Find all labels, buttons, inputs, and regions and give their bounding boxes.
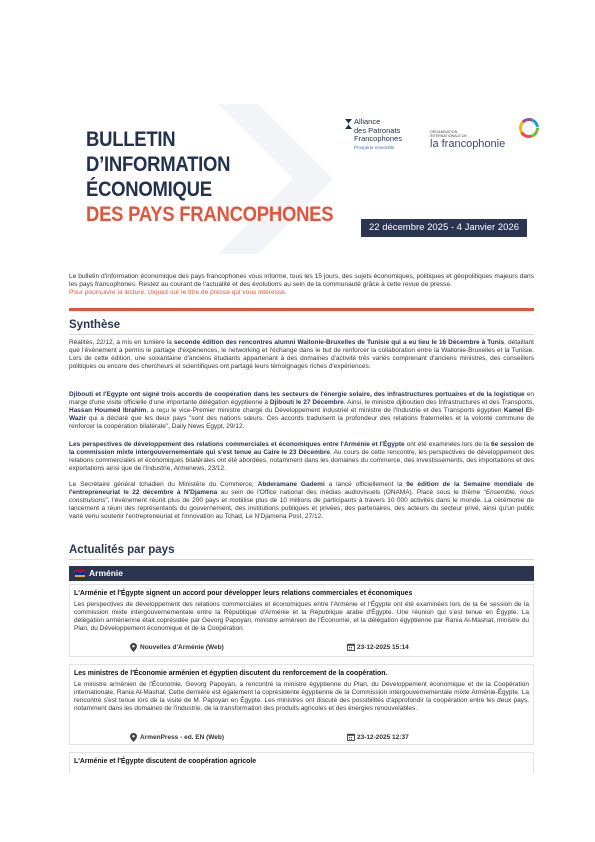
actualites-divider	[69, 559, 534, 560]
francophonie-ring-icon	[518, 117, 540, 139]
p1-bold-b: seconde édition des rencontres alumni Wallonie-Bruxelles de Tunisie qui a eu lieu le 16 Décembre à Tunis	[173, 339, 505, 346]
synthese-divider	[69, 334, 534, 335]
article-card	[69, 752, 534, 774]
country-label: Arménie	[89, 568, 124, 578]
article-date-text: 23-12-2025 15:14	[357, 644, 409, 651]
synthese-paragraph-2	[69, 391, 534, 431]
p2-text-h: qui a déclaré que les deux pays "sont des nations sœurs. Ces accords traduisent la profondeur des relations fraternelles et la volonté commune de renforcer la coopération bilatérale", Daily News Egypt, 29/12.	[69, 415, 534, 431]
location-pin-icon	[130, 643, 137, 652]
header-banner	[68, 108, 528, 248]
synthese-paragraph-1	[69, 339, 534, 371]
calendar-icon	[347, 733, 355, 741]
location-pin-icon	[130, 733, 137, 742]
apf-logo-tagline: Prospérer ensemble	[354, 144, 395, 150]
article-meta	[74, 733, 529, 743]
armenia-flag-icon	[75, 570, 85, 577]
synthese-paragraph-3	[69, 441, 534, 473]
p2-bold-e: Hassan Houmed Ibrahim	[69, 407, 147, 415]
bulletin-title-line-4: DES PAYS FRANCOPHONES	[86, 202, 334, 226]
oif-name: la francophonie	[430, 138, 506, 150]
apf-logo-line-3: Francophones	[354, 134, 402, 143]
article-card	[69, 584, 534, 657]
p4-bold-b: Abderamane Gademi	[257, 481, 325, 488]
bulletin-title-line-3: ÉCONOMIQUE	[86, 177, 212, 201]
p4-text-g: ", l'événement réunit plus de 200 pays et mobilise plus de 10 millions de participants à travers 10 000 activités dans le monde. La cérémonie de lancement a réuni des représentants du gouvernement, des institutions publiques et privées, des partenaires, des acteurs du secteur privé, ainsi qu'un public varié venu soutenir l'entrepreneuriat et l'innovation au Tchad, Le N'Djamena Post, 27/12.	[69, 497, 534, 521]
article-source-text: Nouvelles d'Arménie (Web)	[140, 644, 224, 651]
p2-bold-a: Djibouti et l'Egypte ont signé trois accords de coopération dans les secteurs de l'énergie solaire, des infrastructures portuaires et de la logistique	[69, 391, 525, 398]
p2-text-f: , a reçu le vice-Premier ministre chargé du Développement industriel et ministre de l'Industrie et des Transports égyptien	[146, 407, 504, 415]
p4-text-e: au sein de l'Office national des médias audiovisuels (ONAMA). Placé sous le thème "	[217, 489, 486, 497]
p4-bold-d: 9e édition de la Semaine mondiale de l'entrepreneuriat le 22 décembre à N'Djamena	[69, 481, 534, 497]
p4-text-a: Le Secrétaire général tchadien du Ministère du Commerce,	[69, 481, 258, 488]
red-divider	[69, 308, 534, 311]
p3-text-b: ont été examinées lors de la	[404, 441, 491, 448]
p3-text-d: . Au cours de cette rencontre, les perspectives de développement des relations commerciales et économiques bilatérales ont été abordées, notamment dans les domaines du commerce, des investissements, des importations et des exportations ainsi que de l'industrie, Armenews, 23/12.	[69, 449, 534, 473]
apf-logo-mark-icon	[345, 119, 354, 129]
p4-text-c: a lancé officiellement la	[324, 481, 407, 488]
actualites-heading: Actualités par pays	[69, 544, 175, 556]
bulletin-title-line-1: BULLETIN	[86, 127, 176, 151]
oif-logo	[430, 114, 505, 150]
p1-text-a: Réalités, 22/12, a mis en lumière la	[69, 339, 174, 346]
p2-bold-c: Djibouti le 27 Décembre	[269, 399, 344, 407]
apf-logo-line-2: des Patronats	[354, 125, 401, 135]
country-header-armenie	[69, 566, 534, 581]
p2-text-d: . Ainsi, le ministre djiboutien des Infrastructures et des Transports,	[343, 399, 534, 407]
p4-italic-f: Ensemble, nous construisons	[69, 489, 534, 505]
synthese-heading: Synthèse	[69, 319, 121, 331]
article-source-text: ArmenPress - ed. EN (Web)	[140, 734, 225, 741]
apf-logo-line-1: Alliance	[354, 117, 381, 126]
apf-logo	[354, 118, 402, 150]
intro-text	[69, 273, 534, 298]
p2-text-b: en marge d'une visite officielle d'une importante délégation égyptienne à	[69, 391, 534, 407]
article-title[interactable]: Les ministres de l'Économie arménien et égyptien discutent du renforcement de la coopération.	[74, 670, 388, 677]
oif-small-text-2: INTERNATIONALE DE	[430, 134, 467, 138]
synthese-paragraph-4	[69, 481, 534, 521]
date-range-badge: 22 décembre 2025 - 4 Janvier 2026	[361, 219, 527, 237]
article-card	[69, 664, 534, 745]
flag-stripe-orange	[75, 575, 85, 577]
intro-paragraph: Le bulletin d'information économique des pays francophones vous informe, tous les 15 jours, des sujets économiques, politiques et géopolitiques majeurs dans les pays francophones. Restez au courant de l'actualité et des évolutions au sein de la communauté grâce à cette revue de presse.	[69, 273, 534, 289]
bulletin-title-line-2: D’INFORMATION	[86, 152, 231, 176]
chevron-decoration-icon	[218, 104, 338, 254]
article-title[interactable]: L'Arménie et l'Égypte discutent de coopération agricole	[74, 758, 257, 765]
p2-bold-g: Kamel El-Wazir	[69, 407, 534, 423]
article-meta	[74, 643, 529, 653]
article-date-text: 23-12-2025 12:37	[357, 734, 409, 741]
p3-bold-c: 6e session de la commission mixte intergouvernementale qui s'est tenue au Caire le 23 Décembre	[69, 441, 534, 457]
oif-small-text-1: ORGANISATION	[430, 130, 458, 134]
p3-bold-a: Les perspectives de développement des relations commerciales et économiques entre l'Arménie et l'Égypte	[69, 441, 405, 448]
article-body: Le ministre arménien de l'Économie, Gevorg Papoyan, a rencontré la ministre égyptienne du Plan, du Développement économique et de la Coopération internationale, Rania Al-Mashat. Cette dernière est également la coprésidente égyptienne de la Commission intergouvernementale mixte Arménie-Égypte. La rencontre s'est tenue lors de la visite de M. Papoyan en Égypte. Les ministres ont discuté des possibilités d'approfondir la coopération entre les deux pays, notamment dans les domaines de l'industrie, de la transformation des produits agricoles et des énergies renouvelables.	[74, 681, 529, 713]
article-body: Les perspectives de développement des relations commerciales et économiques entre l'Arménie et l'Égypte ont été examinées lors de la 6e session de la commission mixte intergouvernementale entre la République d'Arménie et la République arabe d'Égypte. Une réunion qui s'est tenue en Égypte. La délégation arménienne était coprésidée par Gevorg Papoyan, ministre arménien de l'Économie, et la délégation égyptienne par Rania Al-Mashat, ministre du Plan, du Développement économique et de la Coopération	[74, 601, 529, 633]
p1-text-c: , détaillant que l'événement a permis le partage d'expériences, le networking et l'échange dans le but de renforcer la collaboration entre la Wallonie-Bruxelles et la Tunisie. Lors de cette édition, une soixantaine d'anciens étudiants appartenant à des domaines d'activité très variés comprenant d'anciens ministres, des conseillers politiques ou encore des chercheurs et scientifiques ont partagé leurs témoignages riches d'expériences.	[69, 339, 534, 371]
article-title[interactable]: L'Arménie et l'Égypte signent un accord pour développer leurs relations commerciales et économiques	[74, 590, 413, 597]
intro-link[interactable]: Pour poursuivre la lecture, cliquez sur le titre de presse qui vous intéresse.	[69, 289, 287, 297]
calendar-icon	[347, 643, 355, 651]
